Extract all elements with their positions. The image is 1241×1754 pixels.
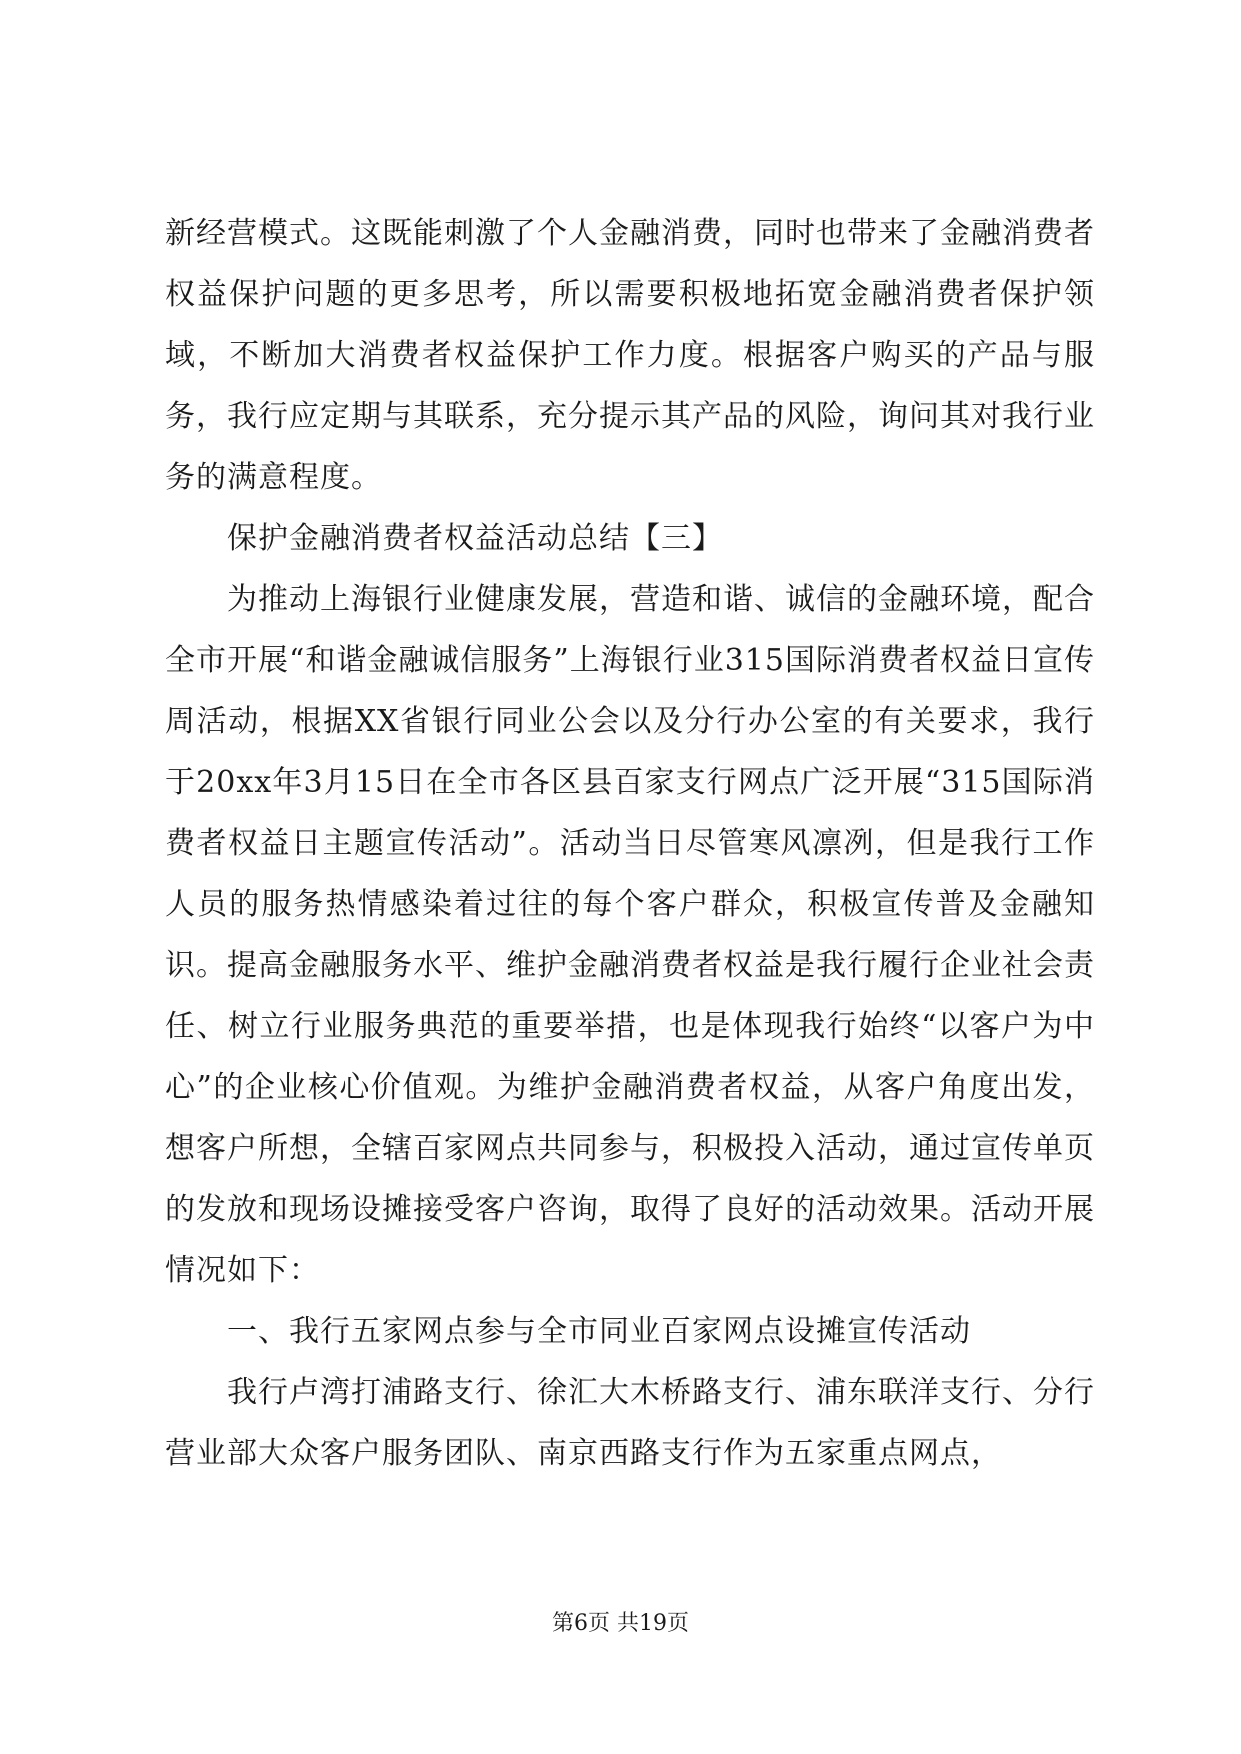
paragraph-intro: 为推动上海银行业健康发展，营造和谐、诚信的金融环境，配合全市开展“和谐金融诚信服务”上海银行业315国际消费者权益日宣传周活动，根据XX省银行同业公会以及分行办公室的有关要求，我行于20xx年3月15日在全市各区县百家支行网点广泛开展“315国际消费者权益日主题宣传活动”。活动当日尽管寒风凛冽，但是我行工作人员的服务热情感染着过往的每个客户群众，积极宣传普及金融知识。提高金融服务水平、维护金融消费者权益是我行履行企业社会责任、树立行业服务典范的重要举措，也是体现我行始终“以客户为中心”的企业核心价值观。为维护金融消费者权益，从客户角度出发，想客户所想，全辖百家网点共同参与，积极投入活动，通过宣传单页的发放和现场设摊接受客户咨询，取得了良好的活动效果。活动开展情况如下：	[165, 582, 1095, 1288]
document-body	[165, 203, 1095, 1484]
paragraph-branches: 我行卢湾打浦路支行、徐汇大木桥路支行、浦东联洋支行、分行营业部大众客户服务团队、南京西路支行作为五家重点网点，	[165, 1375, 1095, 1471]
paragraph-continuation: 新经营模式。这既能刺激了个人金融消费，同时也带来了金融消费者权益保护问题的更多思考，所以需要积极地拓宽金融消费者保护领域，不断加大消费者权益保护工作力度。根据客户购买的产品与服务，我行应定期与其联系，充分提示其产品的风险，询问其对我行业务的满意程度。	[165, 216, 1095, 495]
section-heading: 保护金融消费者权益活动总结【三】	[227, 521, 723, 556]
subsection-heading: 一、我行五家网点参与全市同业百家网点设摊宣传活动	[227, 1314, 971, 1349]
page-number-footer: 第6页 共19页	[552, 1611, 689, 1636]
